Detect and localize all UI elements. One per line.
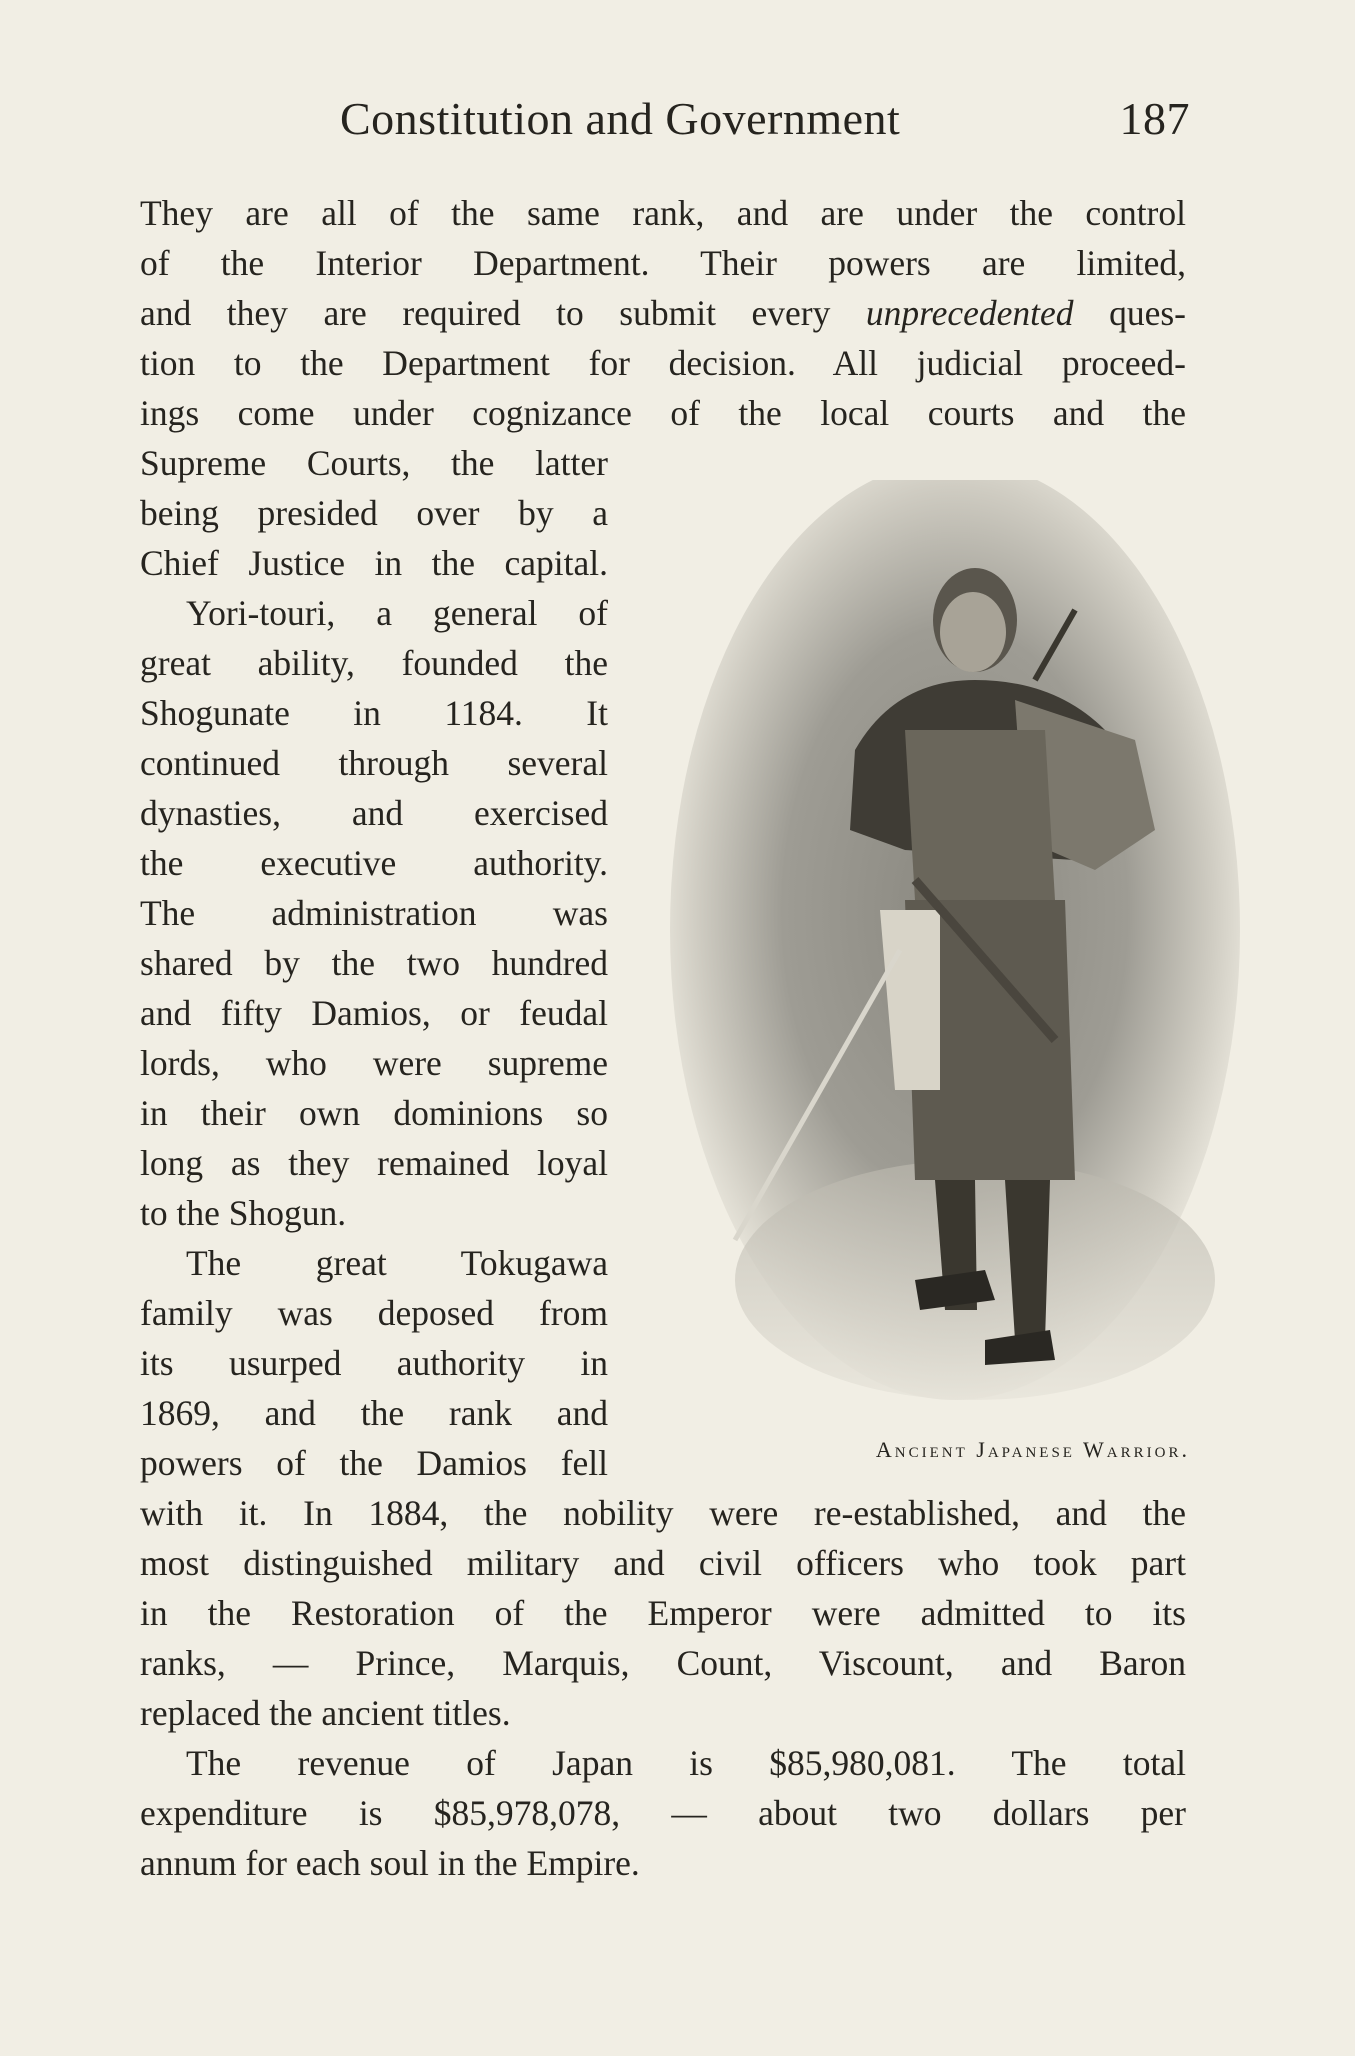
text-line: Shogunate in 1184. It — [140, 693, 608, 733]
text-line: 1869, and the rank and — [140, 1393, 608, 1433]
text-line: with it. In 1884, the nobility were re-established, and the — [140, 1493, 1186, 1533]
text-line: and fifty Damios, or feudal — [140, 993, 608, 1033]
text-line: long as they remained loyal — [140, 1143, 608, 1183]
running-header — [340, 92, 1190, 152]
text-line — [140, 288, 1186, 338]
italic-word: unprecedented — [865, 293, 1074, 333]
text-line: expenditure is $85,978,078, — about two dollars per — [140, 1793, 1186, 1833]
text-span: The revenue of Japan is $85,980,081. The total — [186, 1743, 1186, 1783]
text-line: ranks, — Prince, Marquis, Count, Viscount, and Baron — [140, 1643, 1186, 1683]
text-line — [140, 1238, 608, 1288]
text-line: Chief Justice in the capital. — [140, 543, 608, 583]
text-line: most distinguished military and civil officers who took part — [140, 1543, 1186, 1583]
running-title: Constitution and Government — [340, 93, 901, 144]
text-line: dynasties, and exercised — [140, 793, 608, 833]
text-line: They are all of the same rank, and are under the control — [140, 193, 1186, 233]
text-line: replaced the ancient titles. — [140, 1693, 511, 1733]
text-line: tion to the Department for decision. All judicial proceed- — [140, 343, 1186, 383]
text-line: The administration was — [140, 893, 608, 933]
text-line: Supreme Courts, the latter — [140, 443, 608, 483]
text-line: the executive authority. — [140, 843, 608, 883]
page-number: 187 — [1119, 93, 1190, 144]
text-line: being presided over by a — [140, 493, 608, 533]
text-line: shared by the two hundred — [140, 943, 608, 983]
text-line: great ability, founded the — [140, 643, 608, 683]
text-line: of the Interior Department. Their powers are limited, — [140, 243, 1186, 283]
text-span: The great Tokugawa — [186, 1243, 608, 1283]
text-line: in their own dominions so — [140, 1093, 608, 1133]
text-line: to the Shogun. — [140, 1193, 347, 1233]
text-line: continued through several — [140, 743, 608, 783]
text-span: Yori-touri, a general of — [186, 593, 608, 633]
text-line: ings come under cognizance of the local courts and the — [140, 393, 1186, 433]
text-line — [140, 1738, 1186, 1788]
text-line: its usurped authority in — [140, 1343, 608, 1383]
figure-caption: Ancient Japanese Warrior. — [875, 1437, 1190, 1462]
text-line — [140, 588, 608, 638]
text-span: and they are required to submit every — [140, 293, 866, 333]
photograph-vignette — [655, 480, 1245, 1430]
text-span: ques- — [1073, 293, 1186, 333]
text-line: annum for each soul in the Empire. — [140, 1843, 640, 1883]
text-line: in the Restoration of the Emperor were admitted to its — [140, 1593, 1186, 1633]
text-line: family was deposed from — [140, 1293, 608, 1333]
text-line: lords, who were supreme — [140, 1043, 608, 1083]
warrior-photograph — [655, 480, 1245, 1430]
text-line: powers of the Damios fell — [140, 1443, 608, 1483]
